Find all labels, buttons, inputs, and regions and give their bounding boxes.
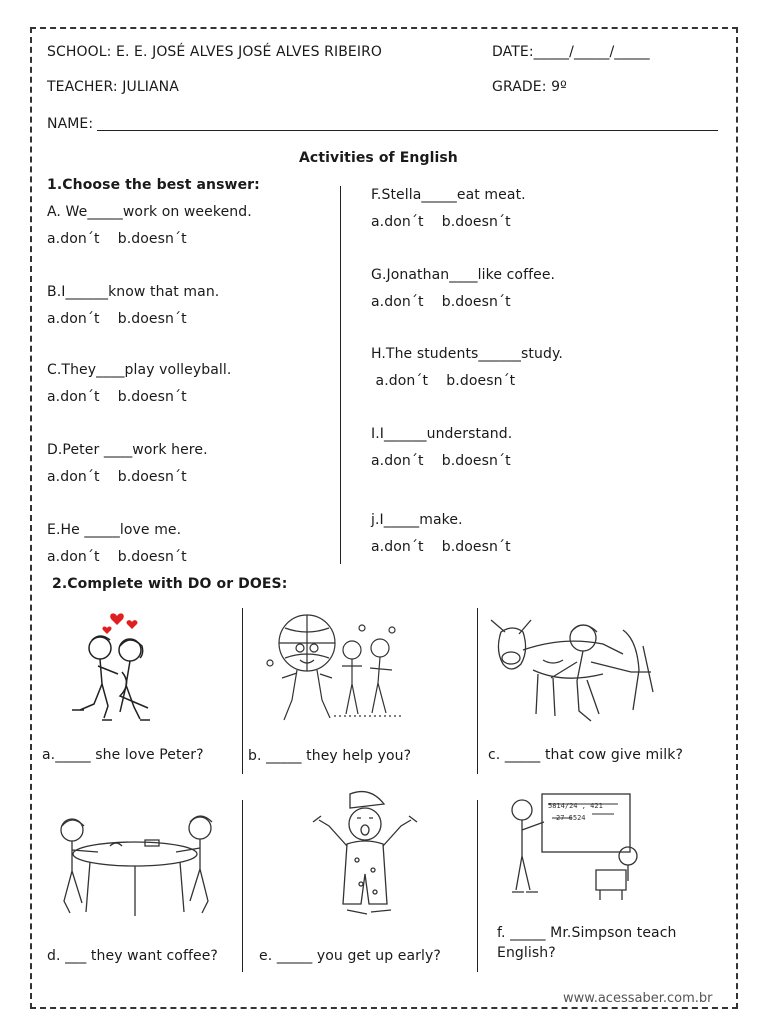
options-d: a.don´t b.doesn´t — [47, 469, 187, 485]
name-line — [97, 130, 718, 131]
teacher-label: TEACHER: JULIANA — [47, 79, 179, 95]
section2-heading: 2.Complete with DO or DOES: — [52, 576, 288, 592]
name-label: NAME: — [47, 116, 94, 132]
question-2a: a._____ she love Peter? — [42, 747, 204, 763]
globe-and-children-picture — [262, 608, 412, 726]
question-2f: f. _____ Mr.Simpson teach — [497, 925, 677, 941]
boy-milking-cow-picture — [483, 610, 663, 728]
options-e: a.don´t b.doesn´t — [47, 549, 187, 565]
options-h: a.don´t b.doesn´t — [371, 373, 516, 389]
svg-text:27 6524: 27 6524 — [556, 814, 586, 822]
section1-heading: 1.Choose the best answer: — [47, 177, 260, 193]
options-j: a.don´t b.doesn´t — [371, 539, 511, 555]
grid-divider-1 — [242, 608, 243, 774]
question-2b: b. _____ they help you? — [248, 748, 412, 764]
grid-divider-4 — [477, 800, 478, 972]
children-at-table-picture — [50, 810, 230, 920]
question-g: G.Jonathan____like coffee. — [371, 267, 556, 283]
watermark-link[interactable]: www.acessaber.com.br — [563, 991, 713, 1006]
question-a: A. We_____work on weekend. — [47, 204, 252, 220]
options-b: a.don´t b.doesn´t — [47, 311, 187, 327]
options-c: a.don´t b.doesn´t — [47, 389, 187, 405]
question-h: H.The students______study. — [371, 346, 563, 362]
grid-divider-2 — [477, 608, 478, 774]
question-2e: e. _____ you get up early? — [259, 948, 441, 964]
options-i: a.don´t b.doesn´t — [371, 453, 511, 469]
teacher-at-blackboard-picture — [500, 788, 650, 906]
school-label: SCHOOL: E. E. JOSÉ ALVES JOSÉ ALVES RIBEIRO — [47, 44, 383, 60]
grid-divider-3 — [242, 800, 243, 972]
question-d: D.Peter ____work here. — [47, 442, 208, 458]
question-e: E.He _____love me. — [47, 522, 182, 538]
question-b: B.I______know that man. — [47, 284, 220, 300]
page-title: Activities of English — [299, 150, 458, 166]
boy-in-pajamas-picture — [305, 788, 425, 928]
options-a: a.don´t b.doesn´t — [47, 231, 187, 247]
question-2f-continued: English? — [497, 945, 556, 961]
svg-text:5814/24 , 421: 5814/24 , 421 — [548, 802, 603, 810]
options-g: a.don´t b.doesn´t — [371, 294, 511, 310]
column-divider — [340, 186, 341, 564]
question-i: I.I______understand. — [371, 426, 513, 442]
grade-label: GRADE: 9º — [492, 79, 567, 95]
question-2d: d. ___ they want coffee? — [47, 948, 218, 964]
date-field: DATE:_____/_____/_____ — [492, 44, 650, 60]
couple-kissing-picture — [62, 608, 182, 733]
question-f: F.Stella_____eat meat. — [371, 187, 526, 203]
question-2c: c. _____ that cow give milk? — [488, 747, 683, 763]
question-c: C.They____play volleyball. — [47, 362, 232, 378]
question-j: j.I_____make. — [371, 512, 463, 528]
options-f: a.don´t b.doesn´t — [371, 214, 511, 230]
